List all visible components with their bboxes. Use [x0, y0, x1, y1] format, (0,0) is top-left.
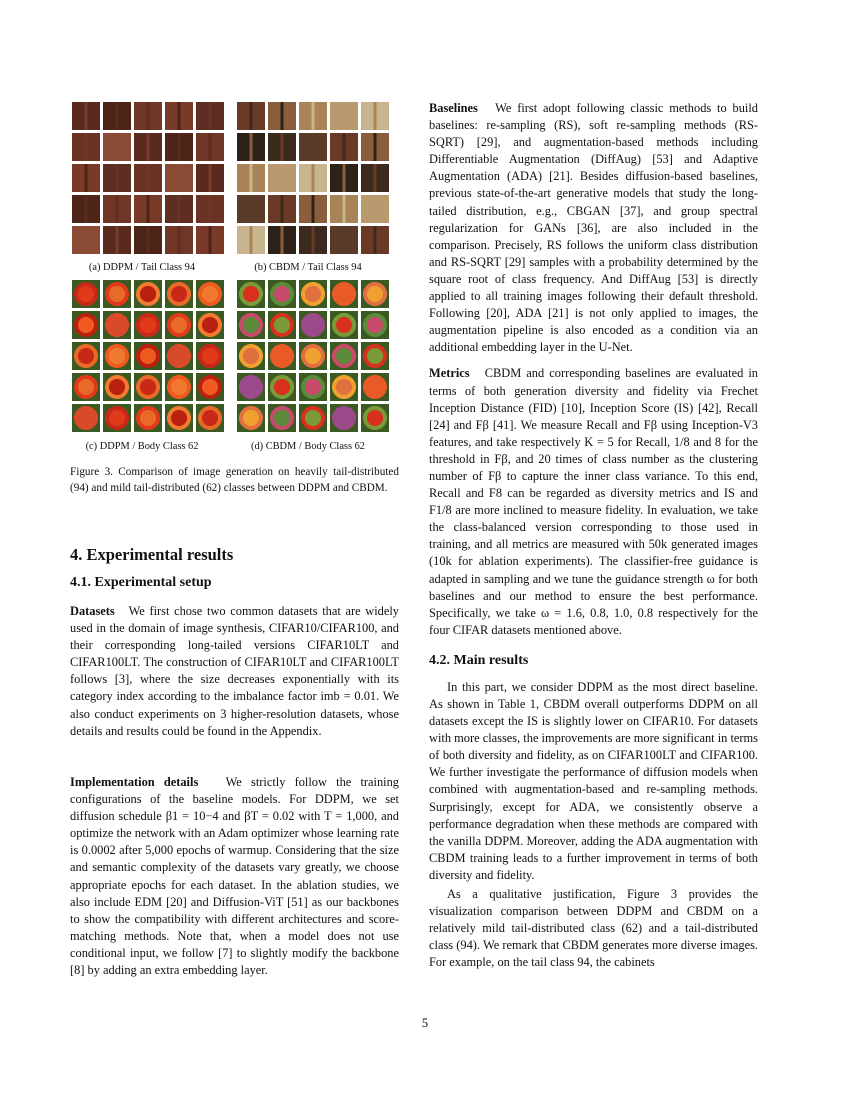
sample-image-cbdm-tail — [361, 164, 389, 192]
sample-image-ddpm-tail — [134, 226, 162, 254]
sample-image-ddpm-tail — [196, 133, 224, 161]
sample-image-cbdm-tail — [330, 102, 358, 130]
sample-image-cbdm-tail — [330, 195, 358, 223]
sample-image-ddpm-body — [134, 342, 162, 370]
sample-image-ddpm-tail — [134, 133, 162, 161]
sample-image-ddpm-body — [134, 311, 162, 339]
image-grid-cbdm-body — [237, 280, 389, 432]
sample-image-ddpm-body — [72, 342, 100, 370]
sample-image-cbdm-body — [237, 342, 265, 370]
sample-image-cbdm-tail — [299, 226, 327, 254]
sample-image-ddpm-tail — [72, 195, 100, 223]
sample-image-ddpm-body — [196, 373, 224, 401]
image-grid-cbdm-tail — [237, 102, 389, 254]
sample-image-cbdm-tail — [361, 195, 389, 223]
sample-image-ddpm-tail — [134, 195, 162, 223]
datasets-text: We first chose two common datasets that are widely used in the domain of image synthesis, CIFAR10/CIFAR100, and their corresponding long-tailed versions CIFAR10LT and CIFAR100LT. The construction of CIFAR10LT and CIFAR100LT follows [3], where the size decreases exponentially with its category index according to the imbalance factor imb = 0.01. We also conduct experiments on 3 higher-resolution datasets, whose details and results could be found in the Appendix. — [70, 604, 399, 738]
sample-image-cbdm-tail — [268, 102, 296, 130]
sample-image-ddpm-tail — [134, 102, 162, 130]
datasets-heading: Datasets — [70, 604, 115, 618]
sample-image-ddpm-tail — [165, 133, 193, 161]
sample-image-cbdm-tail — [299, 133, 327, 161]
sample-image-cbdm-tail — [268, 195, 296, 223]
sample-image-ddpm-tail — [72, 102, 100, 130]
sample-image-cbdm-body — [361, 373, 389, 401]
sample-image-cbdm-body — [237, 280, 265, 308]
baselines-heading: Baselines — [429, 101, 478, 115]
sample-image-cbdm-tail — [361, 102, 389, 130]
section-title: 4. Experimental results — [70, 545, 234, 564]
sample-image-cbdm-body — [237, 373, 265, 401]
sample-image-ddpm-body — [196, 404, 224, 432]
sample-image-cbdm-tail — [330, 226, 358, 254]
sample-image-cbdm-body — [268, 373, 296, 401]
sample-image-cbdm-body — [299, 280, 327, 308]
sample-image-cbdm-body — [268, 280, 296, 308]
sample-image-ddpm-tail — [165, 195, 193, 223]
metrics-text: CBDM and corresponding baselines are evaluated in terms of both generation diversity and fidelity via Frechet Inception Distance (FID) [10], Inception Score (IS) [42], Recall [24] and Fβ [41]. We measure Recall and Fβ using Inception-V3 features, and take respectively K = 5 for Recall, 1/8 and 8 for the threshold in Fβ, and 20 times of class number as the clustering number of Fβ to capture the inner class variance. To this end, Recall and F8 can be regarded as diversity metrics and IS and F1/8 are more inclined to measure fidelity. In evaluation, we take the class-balanced version corresponding to those used in training, and all metrics are measured with 50k generated images (10k for ablation experiments). The classifier-free guidance is adapted in sampling and we tune the guidance strength ω for both baselines and our method to ensure the best performance. Specifically, we take ω = 1.6, 0.8, 1.0, 0.8 respectively for the four CIFAR datasets mentioned above. — [429, 366, 758, 637]
subsection-title: 4.1. Experimental setup — [70, 575, 212, 590]
sample-image-ddpm-tail — [72, 226, 100, 254]
sample-image-ddpm-tail — [134, 164, 162, 192]
sample-image-cbdm-body — [299, 373, 327, 401]
sample-image-ddpm-tail — [165, 226, 193, 254]
sample-image-cbdm-tail — [330, 164, 358, 192]
sample-image-ddpm-body — [103, 342, 131, 370]
sample-image-cbdm-body — [330, 280, 358, 308]
sample-image-ddpm-body — [72, 373, 100, 401]
sample-image-cbdm-tail — [237, 133, 265, 161]
sample-image-ddpm-body — [165, 311, 193, 339]
sample-image-ddpm-body — [165, 404, 193, 432]
sample-image-ddpm-body — [196, 311, 224, 339]
sample-image-cbdm-body — [330, 404, 358, 432]
sample-image-cbdm-tail — [268, 164, 296, 192]
sample-image-cbdm-tail — [268, 133, 296, 161]
sample-image-cbdm-body — [330, 373, 358, 401]
sample-image-cbdm-tail — [361, 133, 389, 161]
sample-image-ddpm-body — [72, 404, 100, 432]
sample-image-ddpm-body — [103, 404, 131, 432]
sample-image-ddpm-tail — [196, 226, 224, 254]
figure-3 — [70, 100, 399, 455]
sample-image-cbdm-body — [268, 311, 296, 339]
sample-image-ddpm-body — [165, 280, 193, 308]
sample-image-cbdm-body — [268, 342, 296, 370]
sample-image-cbdm-tail — [330, 133, 358, 161]
main-results-paragraph-1: In this part, we consider DDPM as the most direct baseline. As shown in Table 1, CBDM overall outperforms DDPM on all datasets except the IS is slightly lower on CIFAR10. For datasets with more classes, the improvements are more significant in terms of both diversity and fidelity, as on CIFAR100LT and CIFAR100. We further investigate the performance of diffusion models when combined with augmentation-based and re-sampling methods. Surprisingly, except for ADA, we consistently observe a performance degradation when these methods are compared with the vanilla DDPM. Moreover, adding the ADA augmentation with CBDM training leads to a further improvement in terms of both diversity and fidelity. — [429, 679, 758, 882]
sample-image-ddpm-body — [103, 311, 131, 339]
sample-image-ddpm-body — [72, 280, 100, 308]
sample-image-cbdm-tail — [237, 164, 265, 192]
implementation-heading: Implementation details — [70, 775, 199, 789]
sample-image-cbdm-body — [361, 342, 389, 370]
sample-image-cbdm-body — [361, 404, 389, 432]
sample-image-cbdm-tail — [237, 226, 265, 254]
right-column — [429, 100, 758, 972]
sample-image-cbdm-tail — [299, 164, 327, 192]
subcaption-a: (a) DDPM / Tail Class 94 — [88, 262, 196, 273]
sample-image-ddpm-tail — [165, 102, 193, 130]
sample-image-ddpm-tail — [103, 164, 131, 192]
sample-image-ddpm-tail — [103, 133, 131, 161]
sample-image-cbdm-tail — [237, 102, 265, 130]
baselines-paragraph — [429, 100, 758, 356]
subcaption-b: (b) CBDM / Tail Class 94 — [254, 262, 362, 273]
sample-image-cbdm-body — [237, 311, 265, 339]
sample-image-cbdm-body — [361, 280, 389, 308]
sample-image-cbdm-tail — [299, 195, 327, 223]
subcaption-d: (d) CBDM / Body Class 62 — [250, 441, 366, 452]
sample-image-cbdm-tail — [299, 102, 327, 130]
sample-image-ddpm-body — [134, 280, 162, 308]
sample-image-cbdm-body — [237, 404, 265, 432]
metrics-paragraph — [429, 365, 758, 639]
sample-image-cbdm-body — [268, 404, 296, 432]
implementation-text: We strictly follow the training configurations of the baseline models. For DDPM, we set diffusion schedule β1 = 10−4 and βT = 0.02 with T = 1,000, and optimize the network with an Adam optimizer whose learning rate is 0.0002 after 5,000 epochs of warmup. Considering that the size and semantic complexity of the datasets vary greatly, we choose appropriate epochs for each dataset. In the ablation studies, we also include EDM [20] and Diffusion-ViT [51] as our backbones to show the compatibility with different architectures and score-matching methods. Note that, when a model does not use conditional input, we follow [7] to slightly modify the backbone [8] by adding an extra embedding layer. — [70, 775, 399, 978]
sample-image-ddpm-tail — [103, 226, 131, 254]
sample-image-cbdm-body — [330, 311, 358, 339]
sample-image-ddpm-tail — [196, 195, 224, 223]
figure-caption: Figure 3. Comparison of image generation on heavily tail-distributed (94) and mild tail-distributed (62) classes between DDPM and CBDM. — [70, 466, 399, 494]
sample-image-ddpm-body — [103, 373, 131, 401]
sample-image-cbdm-body — [299, 311, 327, 339]
sample-image-ddpm-body — [103, 280, 131, 308]
image-grid-ddpm-body — [72, 280, 224, 432]
sample-image-cbdm-body — [299, 342, 327, 370]
sample-image-cbdm-tail — [361, 226, 389, 254]
sample-image-ddpm-body — [165, 342, 193, 370]
sample-image-ddpm-body — [72, 311, 100, 339]
metrics-heading: Metrics — [429, 366, 470, 381]
sample-image-ddpm-tail — [72, 164, 100, 192]
image-grid-ddpm-tail — [72, 102, 224, 254]
datasets-paragraph — [70, 603, 399, 740]
sample-image-ddpm-body — [165, 373, 193, 401]
sample-image-ddpm-tail — [196, 164, 224, 192]
sample-image-ddpm-body — [134, 404, 162, 432]
sample-image-ddpm-body — [134, 373, 162, 401]
implementation-paragraph — [70, 774, 399, 979]
sample-image-cbdm-body — [299, 404, 327, 432]
sample-image-cbdm-body — [330, 342, 358, 370]
sample-image-ddpm-body — [196, 280, 224, 308]
sample-image-cbdm-tail — [268, 226, 296, 254]
sample-image-ddpm-tail — [165, 164, 193, 192]
sample-image-ddpm-tail — [196, 102, 224, 130]
baselines-text: We first adopt following classic methods to build baselines: re-sampling (RS), soft re-sampling methods (RS-SQRT) [29], and augmentation-based methods including Differentiable Augmentation (DiffAug) [53] and Adaptive Augmentation (ADA) [21]. Besides diffusion-based baselines, previous state-of-the-art generative models that study the long-tailed distribution, e.g., CBGAN [37], and group spectral regularization for GANs [36], are also included in the comparison. Precisely, RS follows the uniform class distribution and RS-SQRT [29] samples with a probability determined by the square root of class frequency. And DiffAug [53] is directly applied to all training images following their default threshold. Following [20], ADA [21] is not only applied to images, the augmentation pipeline is also encoded as a condition via an additional embedding layer in the U-Net. — [429, 101, 758, 355]
left-column — [70, 100, 399, 978]
sample-image-cbdm-body — [361, 311, 389, 339]
main-results-paragraph-2: As a qualitative justification, Figure 3 provides the visualization comparison between DDPM and CBDM on a relatively mild tail-distributed class (62) and a tail-distributed class (94). We remark that CBDM generates more diverse images. For example, on the tail class 94, the cabinets — [429, 887, 758, 970]
sample-image-cbdm-tail — [237, 195, 265, 223]
page-number: 5 — [421, 1016, 429, 1030]
subcaption-c: (c) DDPM / Body Class 62 — [85, 441, 199, 452]
main-results-title: 4.2. Main results — [429, 652, 529, 668]
sample-image-ddpm-tail — [72, 133, 100, 161]
sample-image-ddpm-tail — [103, 102, 131, 130]
sample-image-ddpm-body — [196, 342, 224, 370]
sample-image-ddpm-tail — [103, 195, 131, 223]
